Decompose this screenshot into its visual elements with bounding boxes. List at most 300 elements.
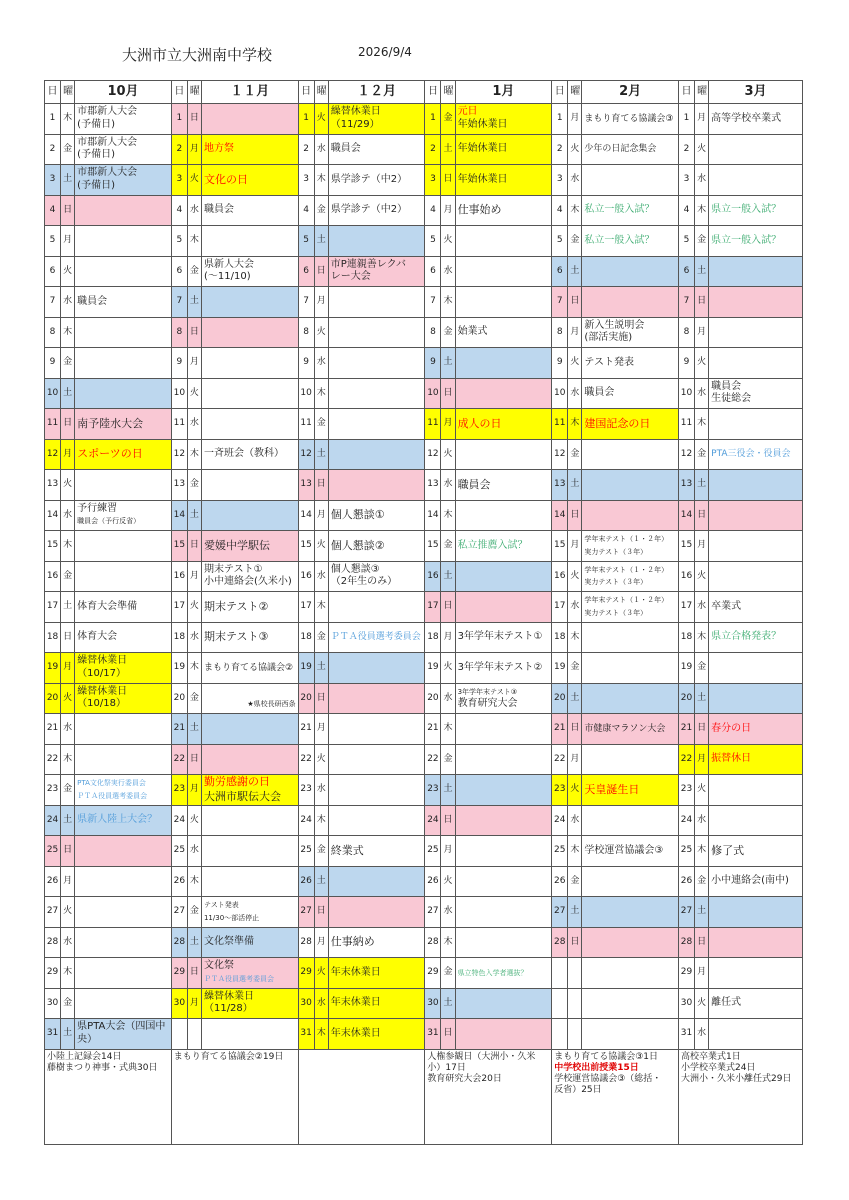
event-cell (328, 409, 425, 440)
day-number: 22 (425, 744, 441, 775)
event-cell (709, 195, 803, 226)
day-number: 6 (425, 256, 441, 287)
event-text: 少年の日記念集会 (584, 144, 657, 154)
day-number: 12 (678, 439, 694, 470)
day-row (45, 531, 803, 562)
event-cell (582, 592, 679, 623)
day-of-week: 月 (441, 409, 455, 440)
event-cell (201, 317, 298, 348)
day-number: 23 (298, 775, 314, 806)
event-cell (201, 805, 298, 836)
event-cell (201, 500, 298, 531)
event-cell (582, 317, 679, 348)
day-of-week: 日 (441, 165, 455, 196)
event-cell (201, 165, 298, 196)
day-of-week: 月 (568, 317, 582, 348)
day-of-week: 木 (695, 195, 709, 226)
day-number: 11 (425, 409, 441, 440)
event-cell (455, 897, 552, 928)
day-of-week: 火 (568, 348, 582, 379)
event-text: 仕事始め (457, 203, 502, 216)
event-cell (455, 805, 552, 836)
day-of-week: 木 (61, 317, 75, 348)
day-number: 3 (45, 165, 61, 196)
notes-row (45, 1049, 803, 1144)
day-of-week: 日 (441, 1019, 455, 1050)
event-cell (75, 165, 172, 196)
event-text: スポーツの日 (77, 447, 143, 460)
event-text: 文化祭 (203, 960, 234, 972)
day-row (45, 561, 803, 592)
day-of-week: 金 (187, 256, 201, 287)
day-of-week: 水 (695, 1019, 709, 1050)
day-of-week: 火 (314, 744, 328, 775)
day-number: 1 (552, 104, 568, 135)
event-text: 3年学年末テスト① (457, 631, 543, 642)
day-number: 28 (678, 927, 694, 958)
day-number: 8 (298, 317, 314, 348)
event-text: 年末休業日 (330, 997, 381, 1008)
day-of-week: 月 (695, 744, 709, 775)
day-number: 7 (552, 287, 568, 318)
event-text: 一斉班会（教科） (203, 448, 284, 459)
month-notes (425, 1049, 552, 1144)
event-cell (455, 317, 552, 348)
day-of-week: 土 (187, 287, 201, 318)
event-cell (75, 958, 172, 989)
day-of-week: 土 (695, 683, 709, 714)
event-cell (328, 134, 425, 165)
day-number: 11 (45, 409, 61, 440)
day-number: 5 (552, 226, 568, 257)
event-cell (582, 805, 679, 836)
event-subtext: 大洲市駅伝大会 (203, 789, 281, 803)
day-of-week: 月 (314, 927, 328, 958)
day-number: 11 (171, 409, 187, 440)
note-line: 小陸上記録会14日 (47, 1051, 122, 1062)
event-cell (709, 714, 803, 745)
day-of-week: 月 (187, 775, 201, 806)
day-of-week: 木 (568, 195, 582, 226)
day-number: 6 (171, 256, 187, 287)
day-of-week: 土 (187, 927, 201, 958)
event-text: 職員会 (330, 143, 361, 154)
event-text: ＰＴＡ役員選考委員会 (330, 632, 421, 642)
day-of-week: 火 (187, 378, 201, 409)
day-of-week: 水 (187, 622, 201, 653)
day-number: 28 (298, 927, 314, 958)
day-of-week: 金 (61, 561, 75, 592)
day-row (45, 470, 803, 501)
event-cell (455, 348, 552, 379)
event-cell (75, 195, 172, 226)
day-of-week: 日 (568, 500, 582, 531)
day-of-week: 土 (568, 683, 582, 714)
event-text: 年末休業日 (330, 1027, 381, 1039)
event-text: 繰替休業日 （11/28） (203, 990, 254, 1015)
event-cell (582, 561, 679, 592)
day-number: 25 (171, 836, 187, 867)
day-of-week: 水 (187, 409, 201, 440)
day-of-week: 月 (187, 134, 201, 165)
event-cell (582, 226, 679, 257)
event-cell (328, 226, 425, 257)
event-cell (582, 897, 679, 928)
day-of-week: 金 (61, 775, 75, 806)
day-of-week: 水 (187, 836, 201, 867)
event-cell (455, 958, 552, 989)
day-row (45, 866, 803, 897)
event-cell (709, 927, 803, 958)
event-cell (201, 683, 298, 714)
event-cell (328, 439, 425, 470)
day-number: 12 (171, 439, 187, 470)
event-text: 県立一般入試？ (711, 204, 782, 215)
day-of-week: 土 (441, 134, 455, 165)
event-text: 県PTA大会（四国中 央） (77, 1021, 166, 1045)
day-number: 1 (298, 104, 314, 135)
event-cell (582, 836, 679, 867)
day-of-week: 水 (568, 805, 582, 836)
day-of-week: 日 (187, 104, 201, 135)
day-of-week (187, 1019, 201, 1050)
day-number: 27 (171, 897, 187, 928)
day-number: 2 (425, 134, 441, 165)
note-line: 教育研究大会20日 (427, 1074, 502, 1084)
event-cell (709, 805, 803, 836)
event-cell (709, 775, 803, 806)
event-cell (201, 439, 298, 470)
day-of-week: 木 (568, 622, 582, 653)
event-cell (582, 287, 679, 318)
day-number: 1 (678, 104, 694, 135)
event-cell (709, 531, 803, 562)
day-number: 8 (45, 317, 61, 348)
day-number: 10 (171, 378, 187, 409)
day-number: 31 (425, 1019, 441, 1050)
day-of-week: 火 (61, 256, 75, 287)
event-cell (582, 470, 679, 501)
day-of-week: 土 (695, 897, 709, 928)
event-cell (201, 897, 298, 928)
day-number: 10 (298, 378, 314, 409)
day-number: 20 (45, 683, 61, 714)
day-number: 8 (425, 317, 441, 348)
event-text: 職員会 (77, 295, 108, 307)
event-cell (582, 195, 679, 226)
event-cell (328, 500, 425, 531)
event-text: 期末テスト② (203, 599, 269, 613)
day-of-week: 日 (568, 927, 582, 958)
header-dow: 曜 (61, 81, 75, 104)
month-notes (552, 1049, 679, 1144)
month-notes (298, 1049, 425, 1144)
day-of-week: 土 (61, 165, 75, 196)
day-of-week: 木 (314, 592, 328, 623)
event-cell (582, 958, 679, 989)
event-text: 期末テスト① 小中連絡会(久米小) (203, 563, 292, 588)
day-row (45, 622, 803, 653)
event-cell (328, 927, 425, 958)
day-of-week: 火 (441, 866, 455, 897)
event-cell (582, 683, 679, 714)
day-row (45, 256, 803, 287)
day-of-week: 土 (441, 775, 455, 806)
day-of-week: 月 (314, 714, 328, 745)
day-row (45, 439, 803, 470)
event-text: 市郡新人大会 (予備日) (77, 106, 138, 130)
day-number: 31 (678, 1019, 694, 1050)
day-number: 3 (552, 165, 568, 196)
event-cell (201, 195, 298, 226)
day-of-week: 木 (187, 226, 201, 257)
note-line: 人権参観日（大洲小・久米 (427, 1051, 536, 1062)
event-cell (328, 805, 425, 836)
event-cell (582, 622, 679, 653)
day-number: 6 (678, 256, 694, 287)
event-cell (582, 378, 679, 409)
month-notes (45, 1049, 172, 1144)
event-cell (328, 622, 425, 653)
day-number: 26 (298, 866, 314, 897)
event-cell (201, 287, 298, 318)
day-number: 1 (45, 104, 61, 135)
day-of-week: 水 (314, 561, 328, 592)
note-line: 小）17日 (427, 1062, 466, 1073)
day-of-week: 水 (187, 195, 201, 226)
event-cell (75, 287, 172, 318)
event-cell (709, 561, 803, 592)
day-number: 24 (552, 805, 568, 836)
day-number: 9 (298, 348, 314, 379)
event-text: 個人懇談② (330, 538, 385, 552)
event-text: 年始休業日 (457, 173, 508, 185)
event-cell (201, 866, 298, 897)
day-number: 7 (425, 287, 441, 318)
event-cell (328, 683, 425, 714)
event-cell (75, 1019, 172, 1050)
day-of-week: 木 (314, 805, 328, 836)
day-of-week: 水 (568, 378, 582, 409)
day-of-week: 火 (61, 897, 75, 928)
event-cell (75, 561, 172, 592)
day-number: 2 (298, 134, 314, 165)
event-cell (328, 348, 425, 379)
event-cell (201, 592, 298, 623)
day-of-week: 月 (61, 226, 75, 257)
event-cell (75, 622, 172, 653)
event-text: 文化の日 (203, 172, 248, 186)
event-cell (582, 531, 679, 562)
event-cell (75, 317, 172, 348)
day-number: 1 (425, 104, 441, 135)
event-cell (582, 348, 679, 379)
day-number: 9 (552, 348, 568, 379)
day-number: 19 (298, 653, 314, 684)
day-number: 13 (298, 470, 314, 501)
day-row (45, 836, 803, 867)
event-text: 仕事納め (330, 935, 375, 948)
day-number: 21 (552, 714, 568, 745)
day-number: 17 (45, 592, 61, 623)
day-number: 15 (171, 531, 187, 562)
day-number: 14 (171, 500, 187, 531)
day-number: 21 (298, 714, 314, 745)
event-text: 県学診テ（中2） (330, 204, 408, 215)
event-text: 県新人陸上大会？ (77, 814, 158, 825)
day-number: 14 (298, 500, 314, 531)
day-number: 3 (171, 165, 187, 196)
day-of-week: 木 (314, 165, 328, 196)
event-cell (709, 592, 803, 623)
event-text: 個人懇談③ （2年生のみ） (330, 563, 398, 588)
event-cell (455, 775, 552, 806)
day-of-week: 金 (441, 531, 455, 562)
month-name: 3月 (709, 81, 803, 104)
day-number: 21 (45, 714, 61, 745)
event-cell (709, 683, 803, 714)
day-of-week: 日 (695, 500, 709, 531)
day-of-week: 木 (568, 409, 582, 440)
event-cell (75, 927, 172, 958)
day-number: 7 (298, 287, 314, 318)
event-cell (201, 775, 298, 806)
event-text: 修了式 (711, 843, 745, 857)
day-of-week: 日 (187, 744, 201, 775)
event-text: 高等学校卒業式 (711, 112, 782, 124)
day-number: 18 (552, 622, 568, 653)
event-note: ★県校長研西条 (247, 699, 296, 708)
day-number: 20 (678, 683, 694, 714)
day-of-week: 水 (441, 683, 455, 714)
day-number: 28 (171, 927, 187, 958)
event-cell (455, 744, 552, 775)
day-number: 7 (45, 287, 61, 318)
day-number: 11 (678, 409, 694, 440)
event-cell (201, 378, 298, 409)
event-cell (455, 714, 552, 745)
day-number (552, 988, 568, 1019)
day-row (45, 592, 803, 623)
day-number: 29 (298, 958, 314, 989)
day-of-week: 土 (441, 561, 455, 592)
event-cell (201, 836, 298, 867)
day-of-week: 水 (695, 805, 709, 836)
day-of-week: 水 (61, 714, 75, 745)
day-number: 7 (171, 287, 187, 318)
event-text: 県新人大会 (～11/10) (203, 258, 254, 283)
day-number: 20 (171, 683, 187, 714)
event-text: 職員会 (203, 204, 234, 215)
event-cell (455, 866, 552, 897)
event-cell (455, 226, 552, 257)
day-number: 9 (425, 348, 441, 379)
day-of-week: 金 (568, 653, 582, 684)
day-of-week: 火 (695, 134, 709, 165)
day-number: 26 (425, 866, 441, 897)
day-of-week: 金 (314, 622, 328, 653)
day-number: 29 (45, 958, 61, 989)
day-of-week: 日 (187, 317, 201, 348)
event-cell (328, 470, 425, 501)
header-dow: 曜 (441, 81, 455, 104)
event-cell (455, 409, 552, 440)
event-cell (328, 165, 425, 196)
day-number: 4 (171, 195, 187, 226)
day-number: 9 (678, 348, 694, 379)
event-text: 私立一般入試？ (584, 204, 655, 215)
event-cell (328, 256, 425, 287)
event-cell (582, 256, 679, 287)
event-text: PTA三役会・役員会 (711, 449, 791, 459)
day-of-week: 土 (568, 470, 582, 501)
day-number: 26 (45, 866, 61, 897)
day-number: 26 (678, 866, 694, 897)
note-line: まもり育てる協議会②19日 (173, 1051, 284, 1062)
day-number: 15 (552, 531, 568, 562)
day-of-week: 金 (568, 439, 582, 470)
day-of-week: 金 (695, 653, 709, 684)
event-cell (75, 348, 172, 379)
day-of-week: 木 (187, 653, 201, 684)
event-cell (709, 104, 803, 135)
event-cell (328, 531, 425, 562)
day-number: 22 (678, 744, 694, 775)
day-number: 5 (298, 226, 314, 257)
event-text: 3年学年末テスト② (457, 661, 543, 673)
event-text: 県立一般入試？ (711, 234, 782, 246)
day-number: 1 (171, 104, 187, 135)
event-text: 学年末テスト（１・２年） 実力テスト（３年） (584, 535, 669, 556)
event-cell (582, 104, 679, 135)
day-of-week: 日 (695, 714, 709, 745)
event-cell (582, 866, 679, 897)
day-of-week: 水 (695, 165, 709, 196)
day-of-week: 日 (187, 958, 201, 989)
note-line: 中学校出前授業15日 (554, 1062, 639, 1073)
event-cell (201, 958, 298, 989)
header-dow: 曜 (314, 81, 328, 104)
event-cell (75, 226, 172, 257)
event-cell (455, 653, 552, 684)
day-number: 13 (171, 470, 187, 501)
event-cell (582, 775, 679, 806)
event-cell (201, 348, 298, 379)
day-row (45, 744, 803, 775)
event-cell (455, 592, 552, 623)
event-cell (328, 775, 425, 806)
event-text: 建国記念の日 (584, 416, 651, 430)
event-cell (455, 683, 552, 714)
day-number: 27 (425, 897, 441, 928)
note-line: 小学校卒業式24日 (680, 1062, 756, 1073)
day-number: 8 (171, 317, 187, 348)
day-of-week: 火 (568, 561, 582, 592)
event-cell (201, 988, 298, 1019)
day-of-week: 土 (61, 592, 75, 623)
event-text: PTA文化祭実行委員会 ＰＴＡ役員選考委員会 (77, 779, 148, 800)
day-number: 14 (45, 500, 61, 531)
day-of-week: 土 (314, 226, 328, 257)
page-title: 大洲市立大洲南中学校 (122, 46, 273, 64)
event-text: 職員会 (584, 387, 615, 398)
day-number: 6 (298, 256, 314, 287)
day-number: 16 (678, 561, 694, 592)
day-number: 29 (678, 958, 694, 989)
day-number: 22 (298, 744, 314, 775)
day-number: 13 (425, 470, 441, 501)
event-text: 離任式 (711, 997, 742, 1008)
